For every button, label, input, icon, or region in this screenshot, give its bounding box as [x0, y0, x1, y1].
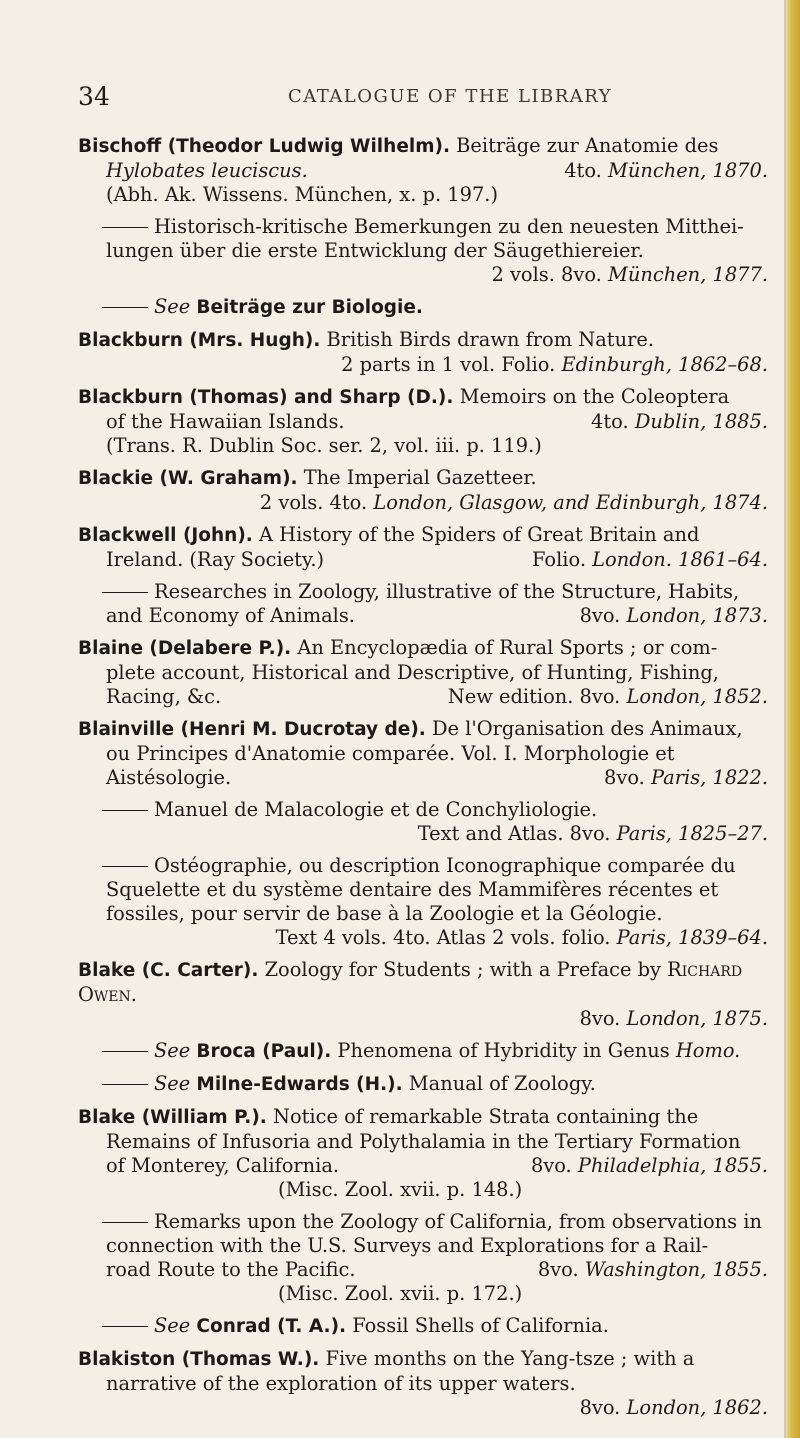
entry-imprint: Dublin, 1885. [634, 410, 768, 433]
entry-text-cont: connection with the U.S. Surveys and Explorations for a Rail- [106, 1234, 709, 1257]
entry-title-cont: of Monterey, California. [106, 1154, 340, 1177]
entry-text: Manuel de Malacologie et de Conchyliologie. [154, 798, 598, 821]
catalogue-body [78, 134, 768, 1428]
catalogue-entry [78, 958, 768, 1031]
entry-author: Blackie (W. Graham). [78, 468, 298, 489]
entry-imprint: London, 1852. [626, 685, 768, 708]
entry-title: Zoology for Students ; with a Preface by [264, 958, 661, 981]
entry-format: 2 vols. 8vo. [491, 263, 602, 286]
entry-text: Historisch-kritische Bemerkungen zu den neuesten Mitthei- [154, 215, 744, 238]
entry-format: 8vo. [604, 766, 645, 789]
entry-text: Manual of Zoology. [408, 1072, 596, 1095]
catalogue-entry [78, 134, 768, 207]
entry-format: 8vo. [579, 604, 621, 627]
entry-title-cont: ou Principes d'Anatomie comparée. Vol. I. Morphologie et [106, 742, 675, 765]
entry-note: (Trans. R. Dublin Soc. ser. 2, vol. iii. p. 119.) [106, 434, 542, 457]
entry-format: 2 parts in 1 vol. Folio. [341, 353, 556, 376]
page-number: 34 [78, 82, 110, 111]
catalogue-entry [78, 215, 768, 287]
entry-title: Memoirs on the Coleoptera [459, 385, 730, 408]
entry-author: Blake (William P.). [78, 1107, 267, 1128]
entry-title-cont: Aistésologie. [106, 766, 232, 789]
catalogue-entry [78, 523, 768, 572]
ditto-dash [102, 1051, 148, 1052]
entry-text: Remarks upon the Zoology of California, from observations in [154, 1210, 762, 1233]
catalogue-entry [78, 854, 768, 950]
entry-text-cont: road Route to the Pacific. [106, 1258, 356, 1281]
entry-imprint: München, 1877. [608, 263, 768, 286]
entry-author: Blaine (Delabere P.). [78, 638, 292, 659]
entry-note: (Misc. Zool. xvii. p. 172.) [278, 1282, 523, 1305]
see-reference: See [154, 295, 191, 318]
entry-title: Five months on the Yang-tsze ; with a [325, 1347, 695, 1370]
entry-author: Blackburn (Thomas) and Sharp (D.). [78, 387, 454, 408]
entry-title-cont: narrative of the exploration of its upper waters. [106, 1372, 576, 1395]
see-reference: See [154, 1072, 191, 1095]
entry-text-cont: lungen über die erste Entwicklung der Säugethiereier. [106, 239, 644, 262]
entry-imprint: London, Glasgow, and Edinburgh, 1874. [373, 491, 768, 514]
ditto-dash [102, 227, 148, 228]
catalogue-entry [78, 1314, 768, 1339]
catalogue-entry [78, 385, 768, 458]
entry-format: New edition. 8vo. [447, 685, 621, 708]
gilt-page-edge [786, 0, 800, 1438]
ditto-dash [102, 1084, 148, 1085]
ditto-dash [102, 810, 148, 811]
entry-format: 8vo. [537, 1258, 579, 1281]
entry-format: Text and Atlas. 8vo. [417, 822, 611, 845]
see-reference: See [154, 1314, 191, 1337]
catalogue-entry [78, 1039, 768, 1064]
entry-format: 8vo. [530, 1154, 572, 1177]
ditto-dash [102, 866, 148, 867]
catalogue-entry [78, 1105, 768, 1202]
catalogue-entry [78, 1072, 768, 1097]
entry-title: The Imperial Gazetteer. [303, 466, 537, 489]
entry-imprint: Edinburgh, 1862–68. [561, 353, 768, 376]
entry-format: 4to. [591, 410, 629, 433]
entry-author: Blake (C. Carter). [78, 960, 259, 981]
entry-imprint: München, 1870. [608, 159, 768, 182]
catalogue-entry [78, 798, 768, 846]
entry-title: De l'Organisation des Animaux, [431, 717, 743, 740]
entry-text-cont: fossiles, pour servir de base à la Zoologie et la Géologie. [106, 902, 663, 925]
entry-author: Broca (Paul). [196, 1041, 332, 1062]
entry-title-cont: plete account, Historical and Descriptive, of Hunting, Fishing, [106, 661, 719, 684]
entry-title-cont: Remains of Infusoria and Polythalamia in the Tertiary Formation [106, 1130, 741, 1153]
entry-note: (Abh. Ak. Wissens. München, x. p. 197.) [106, 183, 499, 206]
ditto-dash [102, 1326, 148, 1327]
entry-title-cont: of the Hawaiian Islands. [106, 410, 345, 433]
entry-title: A History of the Spiders of Great Britain and [259, 523, 700, 546]
page-header [78, 82, 738, 112]
entry-imprint: Paris, 1822. [651, 766, 768, 789]
entry-imprint: Paris, 1825–27. [616, 822, 768, 845]
ditto-dash [102, 592, 148, 593]
entry-format: Text 4 vols. 4to. Atlas 2 vols. folio. [275, 926, 611, 949]
entry-text: Phenomena of Hybridity in Genus [337, 1039, 670, 1062]
ditto-dash [102, 1222, 148, 1223]
entry-imprint: Washington, 1855. [584, 1258, 768, 1281]
entry-title-cont: Hylobates leuciscus. [106, 159, 308, 182]
entry-title-cont: Racing, &c. [106, 685, 222, 708]
entry-author: Bischoff (Theodor Ludwig Wilhelm). [78, 136, 450, 157]
entry-author: Blainville (Henri M. Ducrotay de). [78, 719, 426, 740]
entry-text-cont: and Economy of Animals. [106, 604, 355, 627]
entry-text: Fossil Shells of California. [352, 1314, 609, 1337]
entry-imprint: Paris, 1839–64. [616, 926, 768, 949]
entry-text-italic: Homo. [675, 1039, 741, 1062]
entry-author: Blakiston (Thomas W.). [78, 1349, 320, 1370]
see-reference: See [154, 1039, 191, 1062]
catalogue-entry [78, 1347, 768, 1420]
entry-format: Folio. [532, 548, 586, 571]
catalogue-entry [78, 1210, 768, 1306]
entry-author: Blackburn (Mrs. Hugh). [78, 330, 321, 351]
catalogue-entry [78, 580, 768, 628]
entry-format: 8vo. [579, 1007, 621, 1030]
entry-title: Beiträge zur Anatomie des [456, 134, 719, 157]
catalogue-entry [78, 717, 768, 790]
catalogue-entry [78, 636, 768, 709]
entry-imprint: London, 1873. [626, 604, 768, 627]
entry-title: Notice of remarkable Strata containing the [273, 1105, 699, 1128]
entry-imprint: Philadelphia, 1855. [577, 1154, 768, 1177]
entry-title-cont: Ireland. (Ray Society.) [106, 548, 325, 571]
entry-title: An Encyclopædia of Rural Sports ; or com- [297, 636, 718, 659]
entry-title: British Birds drawn from Nature. [326, 328, 654, 351]
entry-author: Conrad (T. A.). [196, 1316, 347, 1337]
entry-title-smallcaps: Richard Owen. [78, 958, 743, 1006]
entry-note: (Misc. Zool. xvii. p. 148.) [278, 1178, 523, 1201]
entry-imprint: London. 1861–64. [592, 548, 768, 571]
entry-format: 8vo. [579, 1396, 621, 1419]
catalogue-entry [78, 295, 768, 320]
entry-imprint: London, 1875. [626, 1007, 768, 1030]
catalogue-entry [78, 328, 768, 377]
running-head: CATALOGUE OF THE LIBRARY [288, 86, 613, 107]
entry-text: Ostéographie, ou description Iconographique comparée du [154, 854, 736, 877]
catalogue-entry [78, 466, 768, 515]
entry-format: 2 vols. 4to. [259, 491, 368, 514]
entry-text: Beiträge zur Biologie. [196, 297, 423, 318]
entry-imprint: London, 1862. [626, 1396, 768, 1419]
entry-text-cont: Squelette et du système dentaire des Mammifères récentes et [106, 878, 719, 901]
entry-format: 4to. [564, 159, 602, 182]
entry-text: Researches in Zoology, illustrative of the Structure, Habits, [154, 580, 740, 603]
entry-author: Milne-Edwards (H.). [196, 1074, 403, 1095]
entry-author: Blackwell (John). [78, 525, 253, 546]
ditto-dash [102, 307, 148, 308]
